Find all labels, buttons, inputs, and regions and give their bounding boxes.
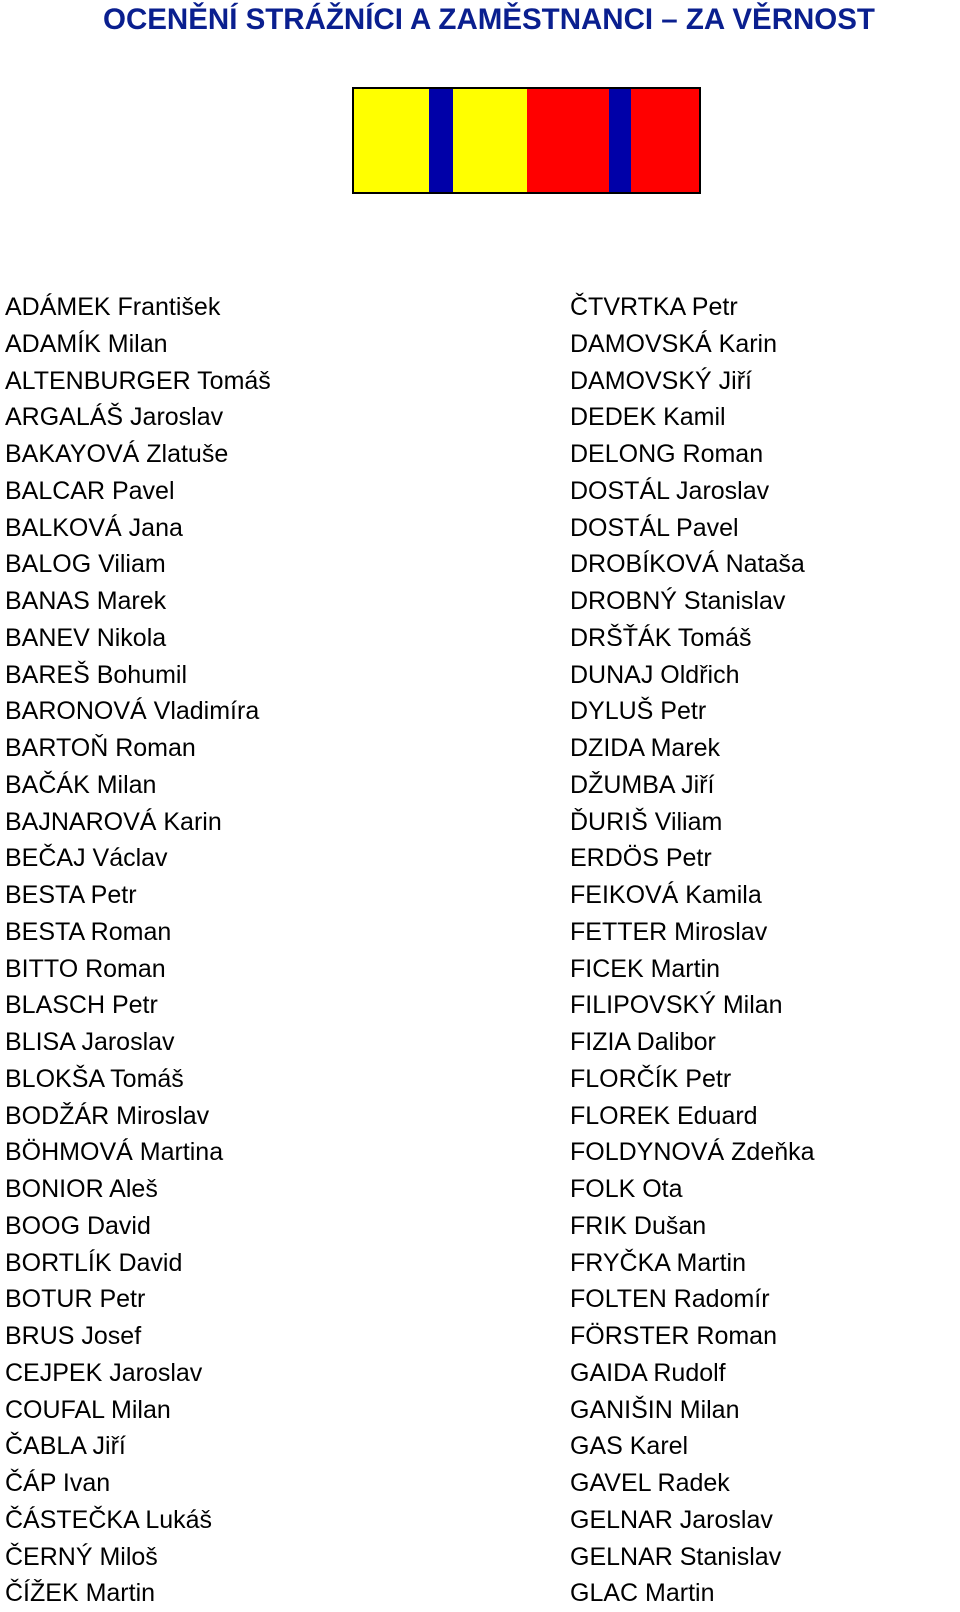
name-list-item: BAČÁK Milan <box>5 770 157 799</box>
name-list-item: ČÍŽEK Martin <box>5 1579 156 1608</box>
page-title: OCENĚNÍ STRÁŽNÍCI A ZAMĚSTNANCI – ZA VĚRNOST <box>103 3 875 36</box>
name-list-item: FÖRSTER Roman <box>570 1322 777 1350</box>
name-list-item: BORTLÍK David <box>5 1248 183 1277</box>
name-list-item: ĎURIŠ Viliam <box>570 807 723 836</box>
name-list-item: DZIDA Marek <box>570 734 721 762</box>
name-list-item: BOTUR Petr <box>5 1285 146 1314</box>
name-list-item: BRUS Josef <box>5 1322 142 1350</box>
ribbon-stripe <box>631 89 699 192</box>
name-list-item: DOSTÁL Jaroslav <box>570 476 770 505</box>
ribbon-stripe <box>354 89 429 192</box>
name-list-item: ADAMÍK Milan <box>5 329 168 358</box>
name-list-item: BAREŠ Bohumil <box>5 660 188 689</box>
name-list-item: BOOG David <box>5 1211 151 1240</box>
name-list-item: ČERNÝ Miloš <box>5 1542 158 1571</box>
name-list-item: DUNAJ Oldřich <box>570 660 740 689</box>
name-list-item: DAMOVSKÁ Karin <box>570 329 778 358</box>
medal-ribbon-image <box>352 87 701 194</box>
name-list-item: FRIK Dušan <box>570 1211 707 1240</box>
name-list-item: FOLTEN Radomír <box>570 1285 770 1314</box>
name-list-item: GELNAR Jaroslav <box>570 1505 773 1534</box>
name-list-item: BEČAJ Václav <box>5 844 168 873</box>
name-list-item: BESTA Roman <box>5 917 172 946</box>
name-list-item: FRYČKA Martin <box>570 1248 746 1277</box>
ribbon-stripe <box>429 89 453 192</box>
name-list-item: FICEK Martin <box>570 954 721 983</box>
name-list-item: ADÁMEK František <box>5 293 221 321</box>
name-list-item: FILIPOVSKÝ Milan <box>570 991 783 1020</box>
name-list-item: BARONOVÁ Vladimíra <box>5 697 260 726</box>
name-list-item: BAJNAROVÁ Karin <box>5 807 222 836</box>
name-list-item: ČÁSTEČKA Lukáš <box>5 1505 213 1534</box>
name-list-item: BLISA Jaroslav <box>5 1028 175 1056</box>
name-list-item: FLORČÍK Petr <box>570 1064 732 1093</box>
name-list-item: DRŠŤÁK Tomáš <box>570 623 752 652</box>
name-list-item: DEDEK Kamil <box>570 403 726 432</box>
name-list-item: BLOKŠA Tomáš <box>5 1064 184 1093</box>
names-list-left <box>5 289 271 1612</box>
name-list-item: DROBNÝ Stanislav <box>570 587 786 615</box>
name-list-item: ČABLA Jiří <box>5 1432 126 1461</box>
name-list-item: DROBÍKOVÁ Nataša <box>570 550 805 579</box>
name-list-item: DYLUŠ Petr <box>570 697 707 726</box>
name-list-item: GANIŠIN Milan <box>570 1395 740 1424</box>
name-list-item: BALCAR Pavel <box>5 476 175 505</box>
names-list-right <box>570 289 815 1612</box>
ribbon-stripe <box>453 89 527 192</box>
name-list-item: BITTO Roman <box>5 954 166 983</box>
name-list-item: DOSTÁL Pavel <box>570 513 739 542</box>
name-list-item: FEIKOVÁ Kamila <box>570 881 762 909</box>
name-list-item: BAKAYOVÁ Zlatuše <box>5 440 229 468</box>
name-list-item: BESTA Petr <box>5 881 137 909</box>
name-list-item: FIZIA Dalibor <box>570 1028 716 1056</box>
name-list-item: BLASCH Petr <box>5 991 158 1020</box>
name-list-item: COUFAL Milan <box>5 1395 171 1424</box>
name-list-item: FOLK Ota <box>570 1175 683 1203</box>
name-list-item: ALTENBURGER Tomáš <box>5 366 271 395</box>
name-list-item: GAS Karel <box>570 1432 689 1461</box>
name-list-item: DŽUMBA Jiří <box>570 770 715 799</box>
name-list-item: FLOREK Eduard <box>570 1101 758 1130</box>
name-list-item: BALOG Viliam <box>5 550 166 579</box>
name-list-item: BARTOŇ Roman <box>5 734 196 762</box>
name-list-item: CEJPEK Jaroslav <box>5 1358 203 1387</box>
name-list-item: DAMOVSKÝ Jiří <box>570 366 752 395</box>
ribbon-stripe <box>527 89 609 192</box>
name-list-item: DELONG Roman <box>570 440 764 468</box>
name-list-item: BONIOR Aleš <box>5 1175 158 1203</box>
name-list-item: BODŽÁR Miroslav <box>5 1101 210 1130</box>
name-list-item: FOLDYNOVÁ Zdeňka <box>570 1138 815 1167</box>
name-list-item: ERDÖS Petr <box>570 844 712 873</box>
name-list-item: GAIDA Rudolf <box>570 1358 726 1387</box>
name-list-item: BÖHMOVÁ Martina <box>5 1138 224 1167</box>
name-list-item: BANEV Nikola <box>5 623 167 652</box>
ribbon-stripe <box>609 89 631 192</box>
name-list-item: GAVEL Radek <box>570 1469 730 1497</box>
name-list-item: BALKOVÁ Jana <box>5 513 183 542</box>
name-list-item: GELNAR Stanislav <box>570 1542 782 1571</box>
name-list-item: GLAC Martin <box>570 1579 715 1608</box>
name-list-item: ČÁP Ivan <box>5 1469 111 1497</box>
name-list-item: FETTER Miroslav <box>570 917 768 946</box>
name-list-item: BANAS Marek <box>5 587 167 615</box>
name-list-item: ČTVRTKA Petr <box>570 293 738 321</box>
name-list-item: ARGALÁŠ Jaroslav <box>5 403 224 432</box>
